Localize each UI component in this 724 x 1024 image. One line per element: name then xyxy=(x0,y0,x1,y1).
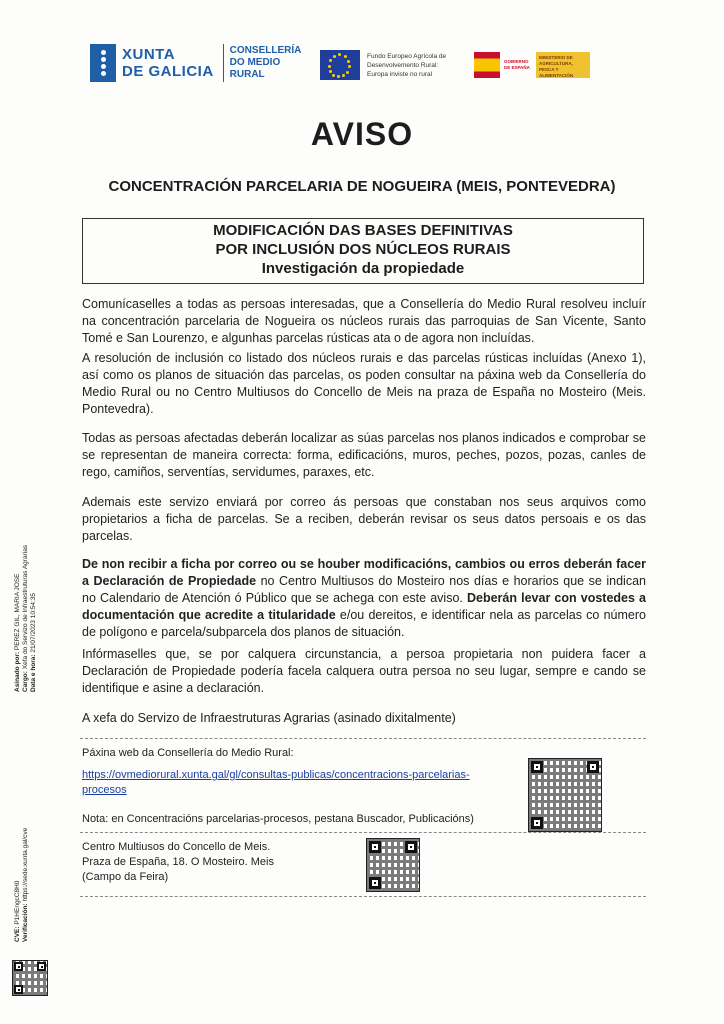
web-link[interactable]: https://ovmediorural.xunta.gal/gl/consultas-publicas/concentracions-parcelarias- procesos xyxy=(82,769,470,796)
divider xyxy=(80,896,646,897)
title-box-line2: POR INCLUSIÓN DOS NÚCLEOS RURAIS xyxy=(215,241,511,258)
eu-feader-text: Fundo Europeo Agrícola de Desenvolvemento Rural: Europa inviste no rural xyxy=(367,52,447,78)
paragraph-5-text-1: no Centro Multiusos do Mosteiro nos días e horarios que se indican no Calendario de Atención ó Público que se achega con este aviso. xyxy=(82,574,646,605)
paragraph-4: Ademais este servizo enviará por correo ás persoas que constaban nos seus arquivos como propietarios a ficha de parcelas. Se a reciben, deberán revisar os seus datos persoais e os das parcelas. xyxy=(82,495,646,543)
xunta-cross-icon xyxy=(90,44,116,82)
title-box-line1: MODIFICACIÓN DAS BASES DEFINITIVAS xyxy=(213,222,513,239)
verification-stamp: CVE: P1HEngcC8H0 Verificación: https://sede.xunta.gal/cve xyxy=(14,827,29,942)
spain-government-text: GOBIERNO DE ESPAÑA xyxy=(504,59,530,70)
title-box xyxy=(82,218,644,284)
signature-stamp: Asinado por: PEREZ GIL, MARIA JOSE Cargo: Xefa do Servizo de Infraestruturas Agrarias Data e hora: 21/07/2023 10:54:35 xyxy=(14,544,37,692)
spain-coat-of-arms-icon xyxy=(474,52,500,78)
paragraph-3: Todas as persoas afectadas deberán localizar as súas parcelas nos planos indicados e comprobar se se representan de maneira correcta: forma, edificacións, muros, peches, pozos, pozas, canles de rego, camiños, serventías, servidumes, paraxes, etc. xyxy=(82,431,646,479)
paragraph-2: A resolución de inclusión co listado dos núcleos rurais e das parcelas rústicas incluídas (Anexo 1), así como os planos de situación das parcelas, os poden consultar na páxina web da Consellería do Medio Rural ou no Centro Multiusos do Concello de Meis na praza de España no Mosteiro (Meis. Pontevedra). xyxy=(82,351,646,416)
title-box-line3: Investigación da propiedade xyxy=(261,260,465,277)
logo-divider xyxy=(223,44,224,82)
signature-line: A xefa do Servizo de Infraestruturas Agrarias (asinado dixitalmente) xyxy=(82,711,456,725)
divider xyxy=(80,738,646,739)
paragraph-6: Infórmaselles que, se por calquera circunstancia, a persoa propietaria non puidera facer a Declaración de Propiedade podería facela calquera outra persoa no seu lugar, sempre e cando se identifique e asine a declaración. xyxy=(82,647,646,695)
paragraph-5-bold-1: De non recibir a ficha por correo ou se houber modificacións, cambios ou erros deberán facer a Declaración de Propiedade xyxy=(82,557,646,588)
paragraph-5 xyxy=(82,556,646,641)
eu-flag-icon xyxy=(320,50,360,80)
xunta-logo xyxy=(90,44,301,82)
page-subtitle: CONCENTRACIÓN PARCELARIA DE NOGUEIRA (MEIS, PONTEVEDRA) xyxy=(108,178,616,195)
paragraph-1: Comunícaselles a todas as persoas interesadas, que a Consellería do Medio Rural resolveu incluír na concentración parcelaria de Nogueira os núcleos rurais das parroquias de San Vicente, Santo Tomé e San Lourenzo, e algunhas parcelas rústicas ata o de agora non incluídas. xyxy=(82,297,646,345)
eu-feader-logo xyxy=(320,50,457,80)
ministry-text: MINISTERIO DE AGRICULTURA, PESCA Y ALIMENTACIÓN xyxy=(536,52,590,78)
qr-code-verification-icon xyxy=(12,960,48,996)
paragraph-5-bold-2: Deberán levar con vostedes a documentación que acredite a titularidade xyxy=(82,591,646,622)
divider xyxy=(80,832,646,833)
spain-government-logo xyxy=(474,52,590,78)
qr-code-address-icon xyxy=(366,838,420,892)
page-title: AVISO xyxy=(310,116,414,152)
xunta-name: XUNTA DE GALICIA xyxy=(122,46,214,80)
paragraph-5-text-2: e/ou dereitos, e identificar nela as parcelas co número de polígono e parcela/subparcela dos planos de situación. xyxy=(82,608,646,639)
consellaria-name: CONSELLERÍA DO MEDIO RURAL xyxy=(229,45,302,80)
qr-code-web-icon xyxy=(528,758,602,832)
web-label: Páxina web da Consellería do Medio Rural: xyxy=(82,747,294,759)
address: Centro Multiusos do Concello de Meis. Praza de España, 18. O Mosteiro. Meis (Campo da Feira) xyxy=(82,841,274,883)
note-text: Nota: en Concentracións parcelarias-procesos, pestana Buscador, Publicacións) xyxy=(82,813,474,825)
